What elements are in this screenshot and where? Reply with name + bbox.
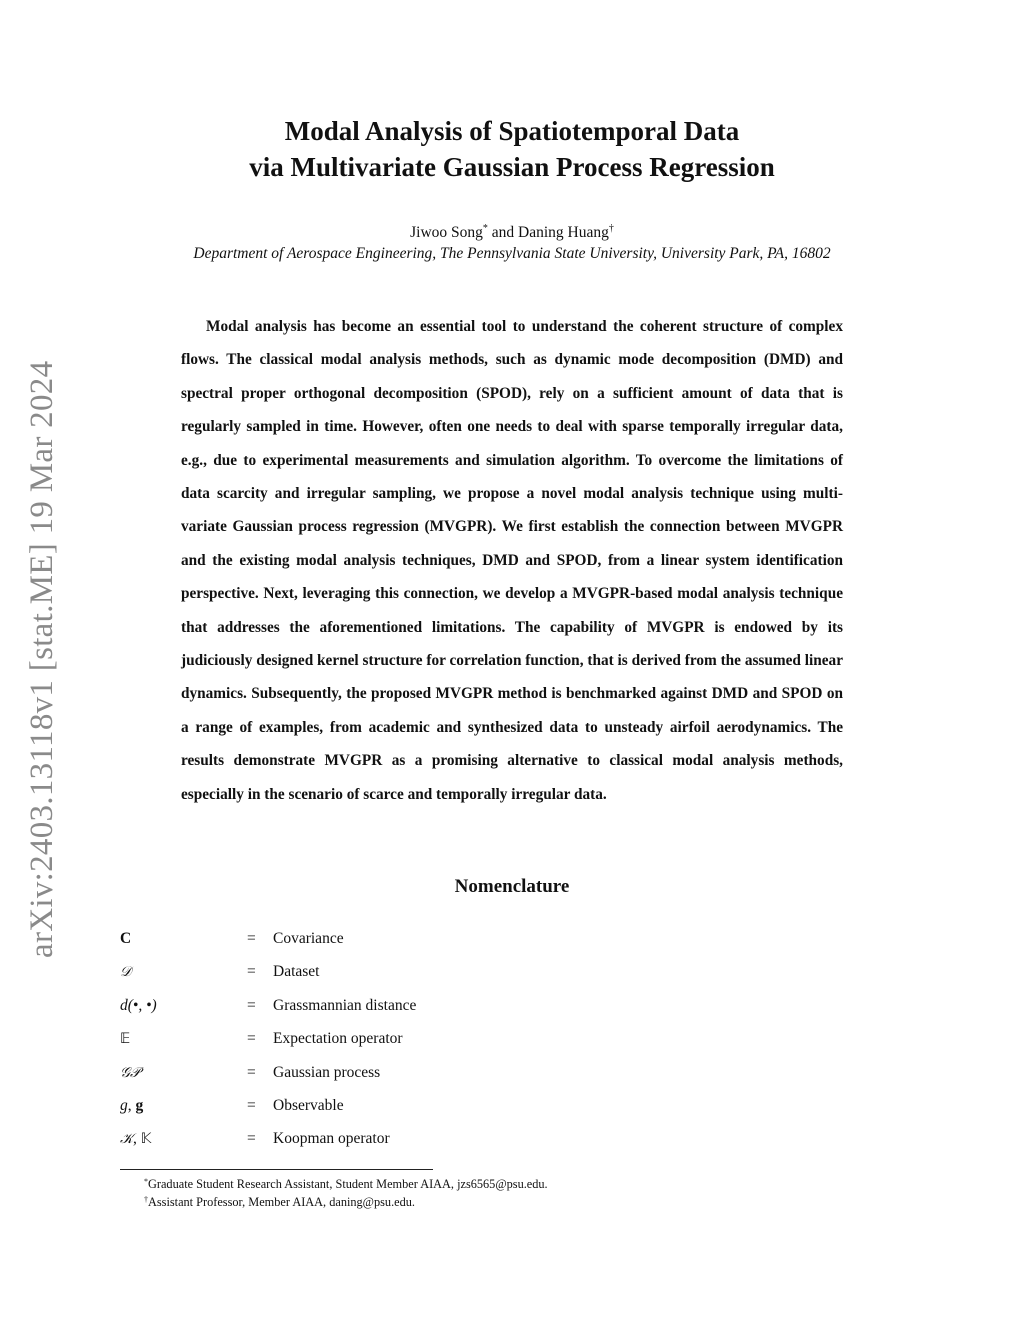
nomenclature-equals: =	[247, 1096, 256, 1114]
nomenclature-symbol	[120, 1092, 143, 1120]
nomenclature-entry	[120, 1125, 720, 1158]
author-footnote-mark: †	[608, 223, 614, 234]
nomenclature-description: Covariance	[273, 930, 344, 947]
footnote-text: Graduate Student Research Assistant, Student Member AIAA, jzs6565@psu.edu.	[148, 1177, 548, 1191]
footnote-mark: *	[144, 1177, 148, 1186]
author-connector: and	[487, 224, 519, 241]
symbol-part: g	[120, 1096, 128, 1114]
nomenclature-equals: =	[247, 1063, 256, 1081]
nomenclature-equals: =	[247, 963, 256, 981]
nomenclature-description: Expectation operator	[273, 1030, 403, 1048]
footnote-divider	[120, 1169, 433, 1170]
nomenclature-symbol: d(•, •)	[120, 996, 157, 1014]
nomenclature-list	[120, 925, 720, 1159]
nomenclature-equals: =	[247, 1130, 256, 1148]
footnote	[144, 1175, 548, 1193]
nomenclature-symbol: 𝔼	[120, 1031, 131, 1048]
affiliation: Department of Aerospace Engineering, The Pennsylvania State University, University Park, PA, 16802	[193, 245, 831, 262]
footnote-text: Assistant Professor, Member AIAA, daning@psu.edu.	[148, 1195, 415, 1209]
nomenclature-equals: =	[247, 1030, 256, 1048]
symbol-part: 𝕂	[140, 1131, 152, 1148]
nomenclature-entry	[120, 1059, 720, 1092]
abstract: Modal analysis has become an essential tool to understand the coherent structure of complex flows. The classical modal analysis methods, such as dynamic mode decomposition (DMD) and spectral proper orthogonal decomposition (SPOD), rely on a sufficient amount of data that is regularly sampled in time. However, often one needs to deal with sparse temporally irregular data, e.g., due to experimental measurements and simulation algorithm. To overcome the limitations of data scarcity and irregular sampling, we propose a novel modal analysis technique using multi-variate Gaussian process regression (MVGPR). We first establish the connection between MVGPR and the existing modal analysis techniques, DMD and SPOD, from a linear system identification perspective. Next, leveraging this connection, we develop a MVGPR-based modal analysis technique that addresses the aforementioned limitations. The capability of MVGPR is endowed by its judiciously designed kernel structure for correlation function, that is derived from the assumed linear dynamics. Subsequently, the proposed MVGPR method is benchmarked against DMD and SPOD on a range of examples, from academic and synthesized data to unsteady airfoil aerodynamics. The results demonstrate MVGPR as a promising alternative to classical modal analysis methods, especially in the scenario of scarce and temporally irregular data.	[181, 318, 843, 803]
nomenclature-description: Koopman operator	[273, 1130, 390, 1148]
author-name: Daning Huang	[518, 224, 609, 241]
title-line-2: via Multivariate Gaussian Process Regression	[249, 152, 775, 182]
nomenclature-entry	[120, 958, 720, 991]
nomenclature-entry	[120, 1092, 720, 1125]
nomenclature-entry	[120, 925, 720, 958]
footnote-mark: †	[144, 1195, 148, 1204]
symbol-part: 𝒦	[120, 1131, 134, 1148]
nomenclature-entry	[120, 992, 720, 1025]
paper-title	[0, 113, 1024, 185]
author-footnote-mark: *	[482, 223, 488, 234]
nomenclature-description: Observable	[273, 1096, 344, 1114]
nomenclature-equals: =	[247, 930, 256, 947]
nomenclature-equals: =	[247, 996, 256, 1014]
arxiv-identifier-stamp: arXiv:2403.13118v1 [stat.ME] 19 Mar 2024	[24, 360, 60, 958]
author-list	[0, 222, 1024, 244]
nomenclature-symbol: 𝒢𝒫	[120, 1064, 141, 1081]
title-line-1: Modal Analysis of Spatiotemporal Data	[284, 116, 740, 146]
symbol-separator: ,	[133, 1130, 141, 1148]
nomenclature-entry	[120, 1025, 720, 1058]
author-name: Jiwoo Song	[410, 224, 483, 241]
nomenclature-description: Grassmannian distance	[273, 996, 417, 1014]
nomenclature-symbol: C	[120, 930, 132, 947]
footnote	[144, 1193, 548, 1211]
symbol-separator: ,	[127, 1096, 136, 1114]
nomenclature-description: Gaussian process	[273, 1063, 381, 1081]
footnotes	[144, 1175, 548, 1211]
nomenclature-heading: Nomenclature	[454, 876, 570, 897]
nomenclature-description: Dataset	[273, 963, 320, 981]
nomenclature-symbol	[120, 1125, 151, 1153]
symbol-part: g	[135, 1096, 144, 1114]
nomenclature-symbol: 𝒟	[120, 964, 132, 981]
